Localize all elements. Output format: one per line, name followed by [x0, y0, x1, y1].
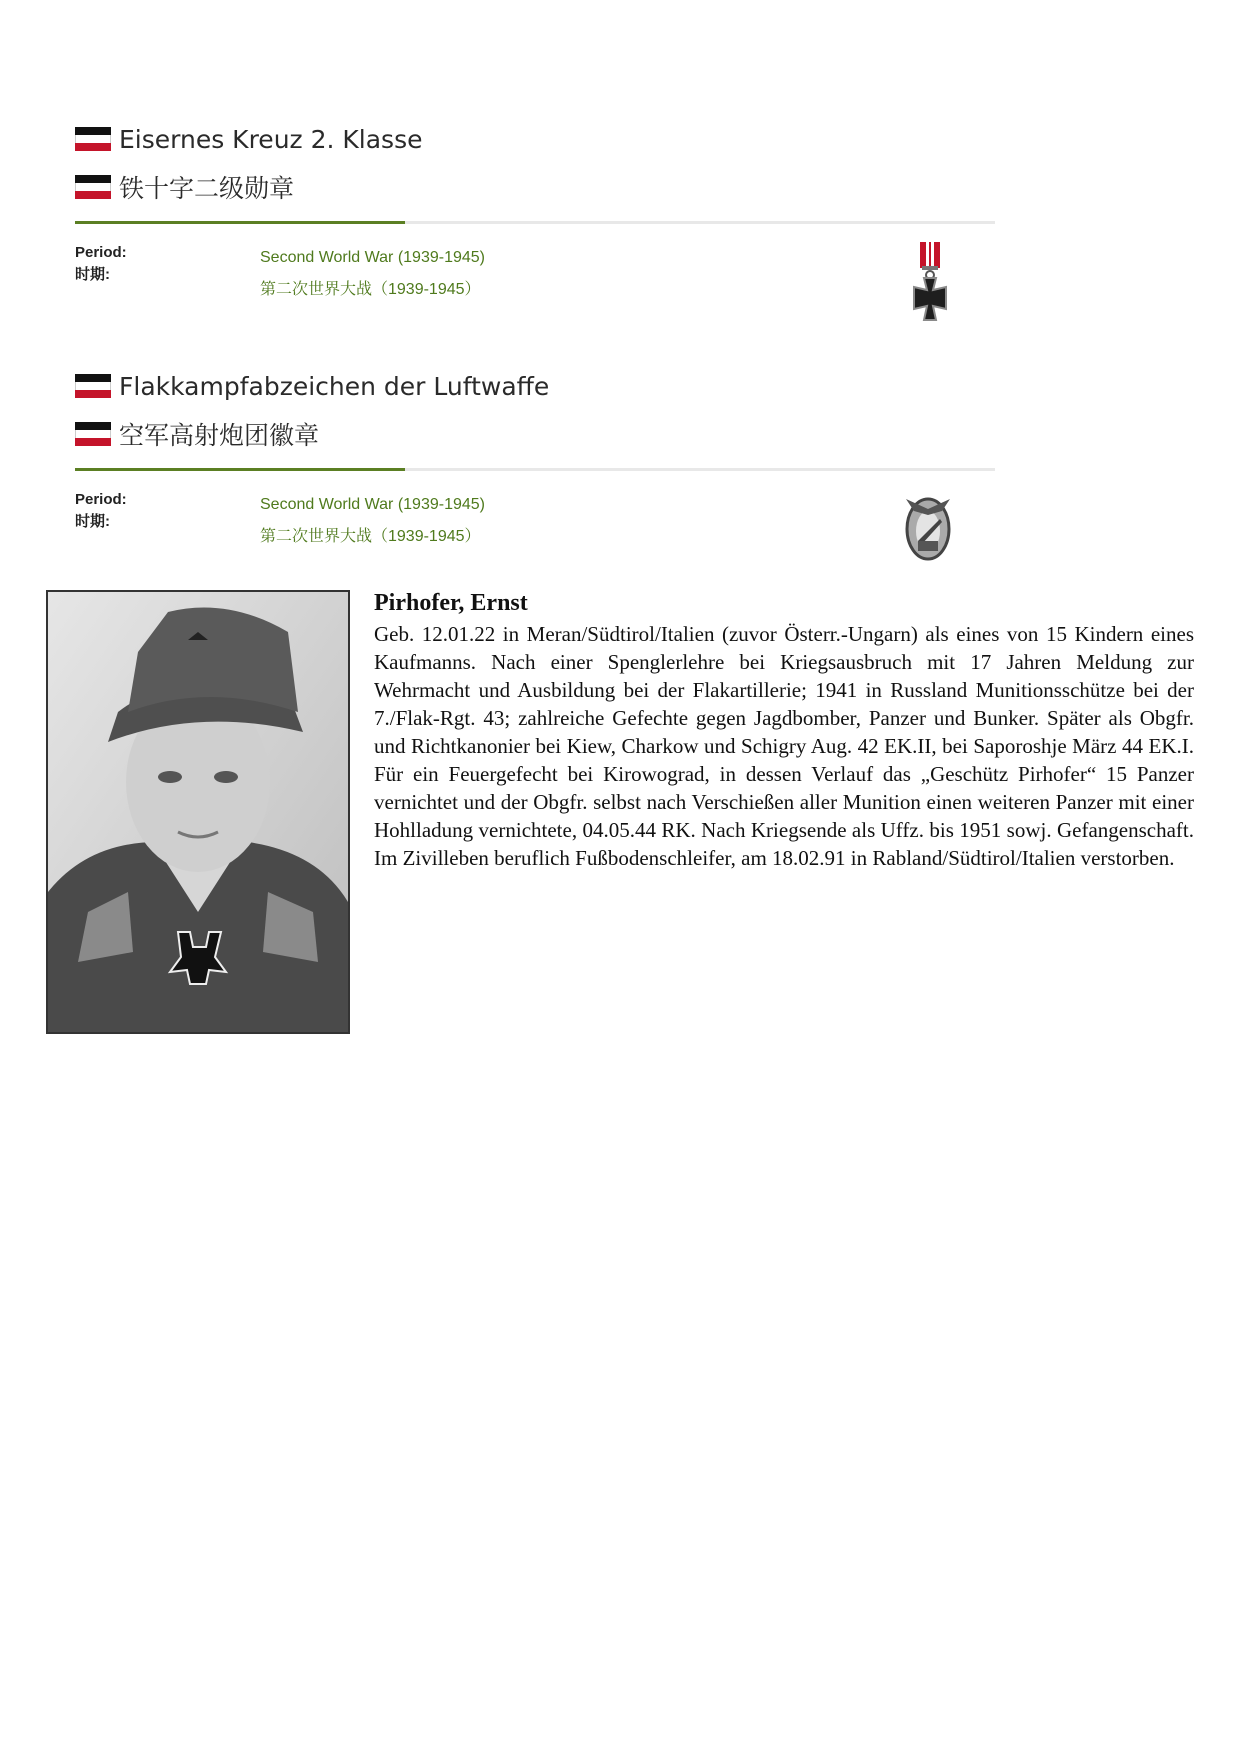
award-title-zh: 铁十字二级勋章	[119, 174, 295, 203]
section-divider	[75, 468, 995, 471]
award-title-row-zh	[75, 163, 995, 211]
period-value-zh: 第二次世界大战（1939-1945）	[260, 281, 481, 298]
award-iron-cross	[75, 115, 995, 352]
period-label-en: Period:	[75, 491, 127, 508]
person-name: Pirhofer, Ernst	[374, 590, 528, 616]
section-divider	[75, 221, 995, 224]
imperial-flag-icon	[75, 175, 111, 199]
biography-text: Geb. 12.01.22 in Meran/Südtirol/Italien (zuvor Österr.-Ungarn) als eines von 15 Kindern eines Kaufmanns. Nach einer Spenglerlehre bei Kriegsausbruch mit 17 Jahren Meldung zur Wehrmacht und Ausbildung bei der Flakartillerie; 1941 in Russland Munitionsschütze bei der 7./Flak-Rgt. 43; zahlreiche Gefechte gegen Jagdbomber, Panzer und Bunker. Später als Obgfr. und Richtkanonier bei Kiew, Charkow und Schigry Aug. 42 EK.II, bei Saporoshje März 44 EK.I. Für ein Feuergefecht bei Kirowograd, in dessen Verlauf das „Geschütz Pirhofer“ 15 Panzer vernichtet und der Obgfr. selbst nach Verschießen aller Munition einen weiteren Panzer mit einer Hohlladung vernichtete, 04.05.44 RK. Nach Kriegsende als Uffz. bis 1951 sowj. Gefangenschaft. Im Zivilleben beruflich Fußbodenschleifer, am 18.02.91 in Rabland/Südtirol/Italien verstorben.	[374, 622, 1194, 870]
award-title-row-de	[75, 362, 995, 410]
portrait-photo	[46, 590, 350, 1034]
period-value-zh: 第二次世界大战（1939-1945）	[260, 528, 481, 545]
award-title-zh: 空军高射炮团徽章	[119, 421, 320, 450]
period-value-en: Second World War (1939-1945)	[260, 249, 485, 266]
award-title-row-zh	[75, 410, 995, 458]
imperial-flag-icon	[75, 374, 111, 398]
iron-cross-icon	[900, 242, 960, 328]
award-title-de: Flakkampfabzeichen der Luftwaffe	[119, 371, 550, 401]
period-block	[75, 489, 995, 599]
biography-block	[46, 590, 1196, 1030]
flak-badge-icon	[898, 489, 958, 563]
imperial-flag-icon	[75, 127, 111, 151]
award-flak-badge	[75, 362, 995, 599]
period-label-zh: 时期:	[75, 266, 110, 283]
period-label-en: Period:	[75, 244, 127, 261]
period-block	[75, 242, 995, 352]
period-value-en: Second World War (1939-1945)	[260, 496, 485, 513]
period-label-zh: 时期:	[75, 513, 110, 530]
imperial-flag-icon	[75, 422, 111, 446]
award-title-row-de	[75, 115, 995, 163]
award-title-de: Eisernes Kreuz 2. Klasse	[119, 124, 423, 154]
